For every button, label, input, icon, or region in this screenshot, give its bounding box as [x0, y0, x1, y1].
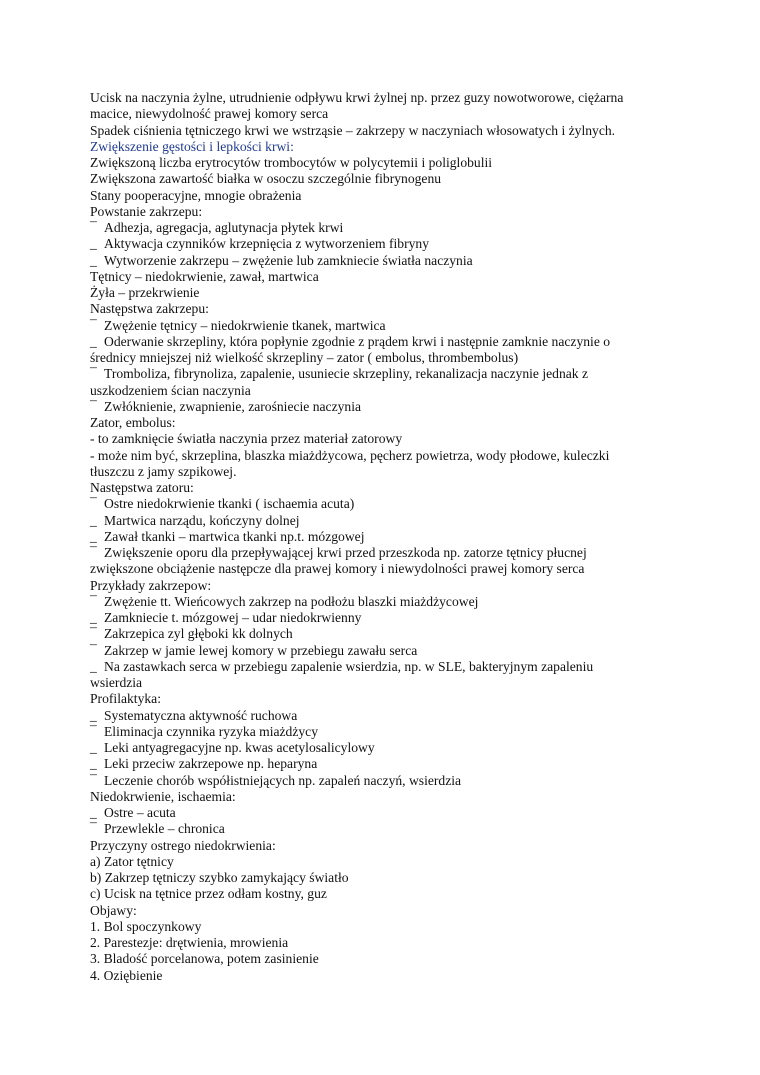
bullet-marker: _	[90, 610, 97, 625]
line-text: Leki przeciw zakrzepowe np. heparyna	[104, 756, 318, 772]
line-text: Aktywacja czynników krzepnięcia z wytworzeniem fibryny	[104, 236, 429, 252]
line-text: Zakrzepica zyl głęboki kk dolnych	[104, 626, 293, 642]
line-text: - to zamknięcie światła naczynia przez materiał zatorowy	[90, 431, 403, 447]
line-text: Żyła – przekrwienie	[90, 285, 200, 300]
text-line	[90, 106, 700, 122]
line-text: Zwiększenie oporu dla przepływającej krwi przed przeszkoda np. zatorze tętnicy płucnej	[104, 545, 587, 560]
line-text: Objawy:	[90, 902, 137, 918]
line-text: Systematyczna aktywność ruchowa	[104, 707, 298, 723]
text-line	[90, 188, 700, 204]
text-line	[90, 90, 700, 106]
text-line	[90, 740, 700, 756]
line-text: macice, niewydolność prawej komory serca	[90, 106, 329, 122]
text-line	[90, 805, 700, 821]
text-line	[90, 610, 700, 626]
text-line	[90, 334, 700, 350]
bullet-marker: ¯	[90, 317, 97, 333]
text-line	[90, 383, 700, 399]
bullet-marker: ¯	[90, 593, 97, 609]
bullet-marker: ¯	[90, 496, 97, 512]
text-line	[90, 659, 700, 675]
text-line	[90, 366, 700, 382]
text-line	[90, 708, 700, 724]
line-text: Martwica narządu, kończyny dolnej	[104, 512, 300, 528]
line-text: Powstanie zakrzepu:	[90, 203, 203, 219]
text-line	[90, 204, 700, 220]
text-line	[90, 350, 700, 366]
bullet-marker: _	[90, 707, 97, 723]
line-text: Ostre niedokrwienie tkanki ( ischaemia acuta)	[104, 496, 355, 512]
line-text: Zwłóknienie, zwapnienie, zarośniecie naczynia	[104, 398, 362, 414]
text-line	[90, 399, 700, 415]
line-text: zwiększone obciążenie następcze dla prawej komory i niewydolności prawej komory serca	[90, 561, 585, 577]
line-text: Ucisk na naczynia żylne, utrudnienie odpływu krwi żylnej np. przez guzy nowotworowe, ciężarna	[90, 90, 624, 105]
text-line	[90, 253, 700, 269]
text-line	[90, 480, 700, 496]
text-line	[90, 529, 700, 545]
line-text: Przyczyny ostrego niedokrwienia:	[90, 837, 276, 853]
line-text: 4. Oziębienie	[90, 967, 163, 983]
line-text: Przewlekle – chronica	[104, 821, 225, 837]
text-line	[90, 561, 700, 577]
text-line	[90, 691, 700, 707]
bullet-marker: _	[90, 805, 97, 820]
text-line	[90, 626, 700, 642]
line-text: Ostre – acuta	[104, 805, 176, 820]
line-text: wsierdzia	[90, 675, 143, 690]
text-line	[90, 594, 700, 610]
line-text: Zwiększoną liczba erytrocytów trombocytów w polycytemii i poliglobulii	[90, 155, 493, 170]
line-text: Następstwa zakrzepu:	[90, 301, 209, 317]
text-line	[90, 236, 700, 252]
bullet-marker: ¯	[90, 821, 97, 837]
line-text: 3. Bladość porcelanowa, potem zasinienie	[90, 951, 319, 967]
text-line	[90, 318, 700, 334]
line-text: uszkodzeniem ścian naczynia	[90, 382, 251, 398]
line-text: średnicy mniejszej niż wielkość skrzepliny – zator ( embolus, thrombembolus)	[90, 350, 519, 365]
text-line	[90, 919, 700, 935]
line-text: Przykłady zakrzepow:	[90, 577, 212, 593]
text-line	[90, 269, 700, 285]
text-line	[90, 968, 700, 984]
bullet-marker: ¯	[90, 366, 97, 382]
text-line	[90, 675, 700, 691]
bullet-marker: ¯	[90, 220, 97, 235]
line-text: b) Zakrzep tętniczy szybko zamykający światło	[90, 870, 349, 885]
text-line	[90, 545, 700, 561]
bullet-marker: _	[90, 333, 97, 349]
text-line	[90, 139, 700, 155]
line-text: Następstwa zatoru:	[90, 480, 194, 495]
bullet-marker: _	[90, 756, 97, 772]
text-line	[90, 513, 700, 529]
bullet-marker: _	[90, 512, 97, 528]
text-line	[90, 724, 700, 740]
text-line	[90, 886, 700, 902]
line-text: Stany pooperacyjne, mnogie obrażenia	[90, 187, 302, 203]
bullet-marker: _	[90, 236, 97, 252]
text-line	[90, 903, 700, 919]
line-text: Zator, embolus:	[90, 415, 176, 430]
text-line	[90, 431, 700, 447]
line-text: Zawał tkanki – martwica tkanki np.t. mózgowej	[104, 528, 365, 544]
line-text: Spadek ciśnienia tętniczego krwi we wstrząsie – zakrzepy w naczyniach włosowatych i żylnych.	[90, 122, 616, 138]
text-line	[90, 951, 700, 967]
line-text: - może nim być, skrzeplina, blaszka miażdżycowa, pęcherz powietrza, wody płodowe, kuleczki	[90, 447, 610, 463]
line-text: Tętnicy – niedokrwienie, zawał, martwica	[90, 268, 319, 284]
bullet-marker: _	[90, 528, 97, 544]
text-line	[90, 123, 700, 139]
text-line	[90, 496, 700, 512]
line-text: tłuszczu z jamy szpikowej.	[90, 463, 237, 479]
text-line	[90, 448, 700, 464]
line-text: Adhezja, agregacja, aglutynacja płytek krwi	[104, 220, 344, 235]
text-line	[90, 301, 700, 317]
line-text: Zwężenie tt. Wieńcowych zakrzep na podłożu blaszki miażdżycowej	[104, 593, 479, 609]
line-text: Wytworzenie zakrzepu – zwężenie lub zamkniecie światła naczynia	[104, 252, 473, 268]
text-line	[90, 838, 700, 854]
line-text: c) Ucisk na tętnice przez odłam kostny, guz	[90, 886, 327, 902]
text-line	[90, 756, 700, 772]
line-text: Zwiększenie gęstości i lepkości krwi:	[90, 138, 294, 154]
text-line	[90, 870, 700, 886]
line-text: Zamkniecie t. mózgowej – udar niedokrwienny	[104, 610, 362, 625]
bullet-marker: ¯	[90, 398, 97, 414]
text-line	[90, 821, 700, 837]
text-line	[90, 789, 700, 805]
text-line	[90, 935, 700, 951]
text-line	[90, 578, 700, 594]
line-text: Zwężenie tętnicy – niedokrwienie tkanek, martwica	[104, 317, 386, 333]
line-text: Oderwanie skrzepliny, która popłynie zgodnie z prądem krwi i następnie zamknie naczynie o	[104, 333, 611, 349]
line-text: Niedokrwienie, ischaemia:	[90, 788, 236, 804]
bullet-marker: _	[90, 658, 97, 674]
bullet-marker: ¯	[90, 626, 97, 642]
line-text: Tromboliza, fibrynoliza, zapalenie, usuniecie skrzepliny, rekanalizacja naczynie jednak z	[104, 366, 589, 382]
line-text: Profilaktyka:	[90, 691, 161, 707]
line-text: Zakrzep w jamie lewej komory w przebiegu zawału serca	[104, 642, 418, 658]
text-line	[90, 773, 700, 789]
line-text: Leczenie chorób współistniejących np. zapaleń naczyń, wsierdzia	[104, 772, 462, 788]
bullet-marker: _	[90, 740, 97, 755]
line-text: 2. Parestezje: drętwienia, mrowienia	[90, 935, 289, 950]
document-body	[90, 90, 700, 984]
text-line	[90, 171, 700, 187]
bullet-marker: _	[90, 252, 97, 268]
text-line	[90, 464, 700, 480]
bullet-marker: ¯	[90, 723, 97, 739]
text-line	[90, 220, 700, 236]
text-line	[90, 285, 700, 301]
text-line	[90, 854, 700, 870]
bullet-marker: ¯	[90, 545, 97, 560]
line-text: 1. Bol spoczynkowy	[90, 918, 202, 934]
line-text: Leki antyagregacyjne np. kwas acetylosalicylowy	[104, 740, 375, 755]
text-line	[90, 415, 700, 431]
bullet-marker: ¯	[90, 642, 97, 658]
text-line	[90, 155, 700, 171]
text-line	[90, 643, 700, 659]
bullet-marker: ¯	[90, 772, 97, 788]
line-text: Eliminacja czynnika ryzyka miażdżycy	[104, 723, 319, 739]
line-text: Na zastawkach serca w przebiegu zapalenie wsierdzia, np. w SLE, bakteryjnym zapaleniu	[104, 658, 594, 674]
line-text: a) Zator tętnicy	[90, 853, 174, 869]
line-text: Zwiększona zawartość białka w osoczu szczególnie fibrynogenu	[90, 171, 442, 187]
